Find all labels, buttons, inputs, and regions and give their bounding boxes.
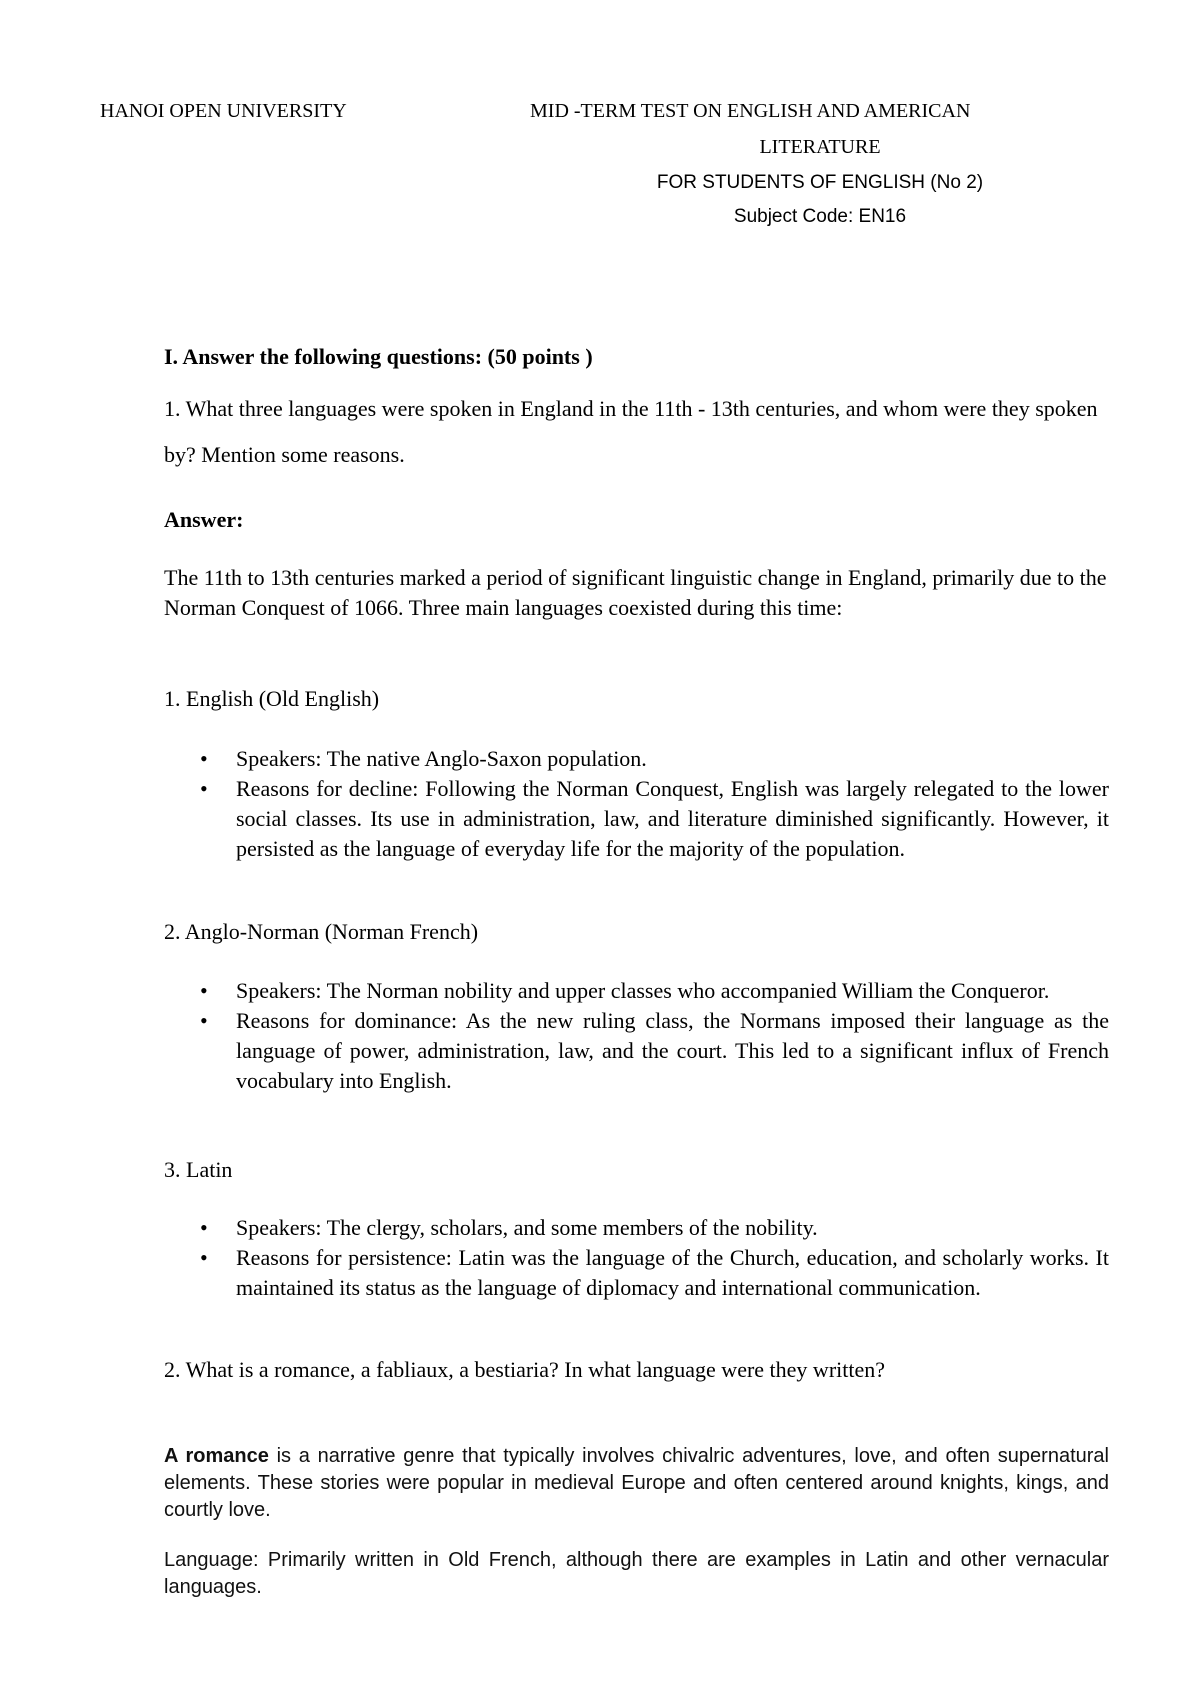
romance-language-paragraph: Language: Primarily written in Old French, although there are examples in Latin and other vernacular languages. <box>164 1549 1109 1598</box>
university-name: HANOI OPEN UNIVERSITY <box>100 100 347 122</box>
english-bullets <box>200 744 1109 864</box>
bullet-icon: • <box>200 776 208 801</box>
language-heading-latin: 3. Latin <box>164 1157 233 1182</box>
bullet-text: Speakers: The clergy, scholars, and some members of the nobility. <box>236 1215 818 1240</box>
test-title-line-1: MID -TERM TEST ON ENGLISH AND AMERICAN <box>530 100 971 122</box>
bullet-icon: • <box>200 1215 208 1240</box>
question-1: 1. What three languages were spoken in England in the 11th - 13th centuries, and whom were they spoken by? Mention some reasons. <box>164 396 1098 467</box>
bullet-icon: • <box>200 746 208 771</box>
answer-intro: The 11th to 13th centuries marked a period of significant linguistic change in England, primarily due to the Norman Conquest of 1066. Three main languages coexisted during this time: <box>164 565 1107 620</box>
bullet-icon: • <box>200 1245 208 1270</box>
audience-line: FOR STUDENTS OF ENGLISH (No 2) <box>656 172 984 193</box>
bullet-text: Reasons for dominance: As the new ruling class, the Normans imposed their language as the language of power, administration, law, and the court. This led to a significant influx of French vocabulary into English. <box>236 1008 1109 1093</box>
question-2: 2. What is a romance, a fabliaux, a bestiaria? In what language were they written? <box>164 1357 886 1382</box>
bullet-text: Reasons for persistence: Latin was the language of the Church, education, and scholarly works. It maintained its status as the language of diplomacy and international communication. <box>236 1245 1109 1300</box>
test-title-line-2: LITERATURE <box>759 136 881 158</box>
list-item <box>200 976 1109 1006</box>
list-item <box>200 744 1109 774</box>
bullet-icon: • <box>200 1008 208 1033</box>
section-title: I. Answer the following questions: (50 points ) <box>164 344 593 369</box>
anglo-norman-bullets <box>200 976 1109 1096</box>
latin-bullets <box>200 1213 1109 1303</box>
list-item <box>200 1243 1109 1303</box>
romance-term: A romance <box>164 1445 269 1467</box>
list-item <box>200 774 1109 864</box>
bullet-text: Speakers: The native Anglo-Saxon population. <box>236 746 647 771</box>
bullet-icon: • <box>200 978 208 1003</box>
subject-code: Subject Code: EN16 <box>733 206 907 227</box>
romance-paragraph <box>164 1443 1109 1524</box>
answer-label: Answer: <box>164 507 244 532</box>
bullet-text: Speakers: The Norman nobility and upper classes who accompanied William the Conqueror. <box>236 978 1050 1003</box>
language-heading-english: 1. English (Old English) <box>164 686 380 711</box>
romance-definition: is a narrative genre that typically involves chivalric adventures, love, and often supernatural elements. These stories were popular in medieval Europe and often centered around knights, kings, and courtly love. <box>164 1445 1109 1521</box>
bullet-text: Reasons for decline: Following the Norman Conquest, English was largely relegated to the lower social classes. Its use in administration, law, and literature diminished significantly. However, it persisted as the language of everyday life for the majority of the population. <box>236 776 1109 861</box>
list-item <box>200 1213 1109 1243</box>
list-item <box>200 1006 1109 1096</box>
language-heading-anglo-norman: 2. Anglo-Norman (Norman French) <box>164 919 479 944</box>
